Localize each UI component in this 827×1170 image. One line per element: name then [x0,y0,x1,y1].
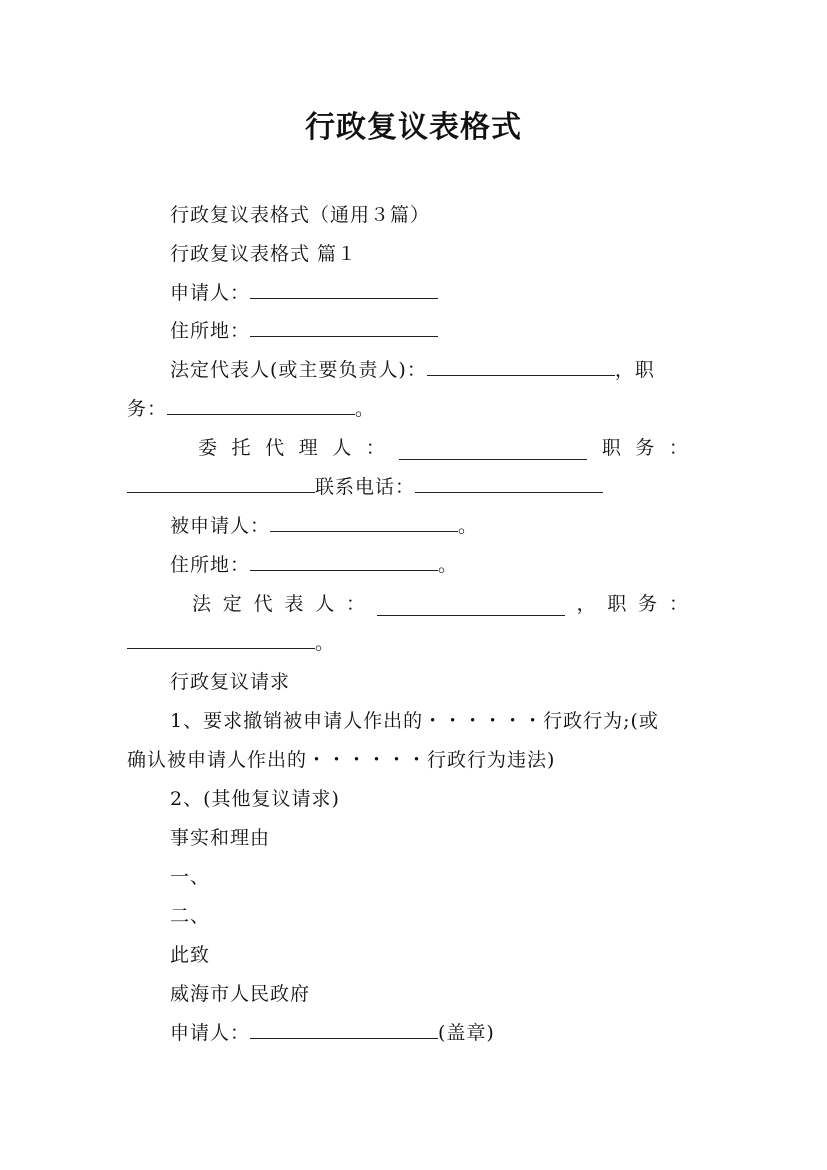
address-label: 住所地： [170,554,251,576]
agent-char: 委 [198,437,218,459]
applicant-blank [250,282,438,299]
respondent-position-line [127,628,335,655]
legal-rep2-char: 表 [284,593,304,615]
facts-item-1: 一、 [170,866,211,888]
respondent-label: 被申请人： [170,515,271,537]
legal-rep2-char: ： [345,593,365,615]
respondent-blank [270,515,458,532]
legal-rep2-char: 代 [253,593,273,615]
period-mark: 。 [458,515,479,537]
period-mark: 。 [315,632,336,654]
agent-blank [399,443,587,460]
agent-position-char: ： [668,437,688,459]
signature-blank [250,1022,438,1039]
applicant-label: 申请人： [170,282,251,304]
section-heading: 行政复议表格式 篇１ [170,243,358,265]
document-title: 行政复议表格式 [305,110,522,145]
address-line [170,316,438,343]
document-subtitle: 行政复议表格式（通用３篇） [170,204,431,226]
request-item-1-continued: 确认被申请人作出的・・・・・・行政行为违法) [127,749,556,771]
period-mark: 。 [355,398,376,420]
request-item-2: 2、(其他复议请求) [170,788,340,810]
request-heading: 行政复议请求 [170,671,291,693]
seal-label: (盖章) [438,1022,495,1044]
legal-rep2-char: 定 [222,593,242,615]
respondent-legal-rep-line [192,589,688,616]
sign-label: 申请人： [170,1022,251,1044]
respondent-position-blank [127,632,315,649]
position2-char: ： [668,593,688,615]
signature-line [170,1018,495,1045]
agent-char: 人 [332,437,352,459]
comma-mark: ， [576,593,596,615]
agent-position-char: 务 [635,437,655,459]
position-label-start: ，职 [614,359,655,381]
request-item-1: 1、要求撤销被申请人作出的・・・・・・行政行为;(或 [170,710,659,732]
position-label-end: 务： [127,398,168,420]
address-label: 住所地： [170,320,251,342]
legal-rep2-char: 法 [192,593,212,615]
legal-rep-label: 法定代表人(或主要负责人)： [170,359,427,381]
agent-phone-line [127,472,603,499]
facts-item-2: 二、 [170,905,211,927]
legal-rep2-char: 人 [315,593,335,615]
agent-position-blank [127,476,315,493]
recipient: 威海市人民政府 [170,983,311,1005]
closing-salutation: 此致 [170,944,211,966]
position2-char: 职 [607,593,627,615]
agent-char: 托 [231,437,251,459]
respondent-legal-rep-blank [377,599,565,616]
address-blank [250,320,438,337]
phone-label: 联系电话： [315,476,416,498]
agent-char: ： [365,437,385,459]
period-mark: 。 [438,554,459,576]
agent-line [198,433,688,460]
phone-blank [415,476,603,493]
facts-heading: 事实和理由 [170,827,271,849]
agent-char: 代 [265,437,285,459]
respondent-line [170,511,478,538]
agent-char: 理 [298,437,318,459]
position-blank [167,398,355,415]
respondent-address-blank [250,554,438,571]
legal-rep-line [170,355,655,382]
legal-rep-blank [427,359,615,376]
position2-char: 务 [638,593,658,615]
legal-rep-position-line [127,394,375,421]
respondent-address-line [170,550,458,577]
agent-position-char: 职 [601,437,621,459]
applicant-line [170,278,438,305]
